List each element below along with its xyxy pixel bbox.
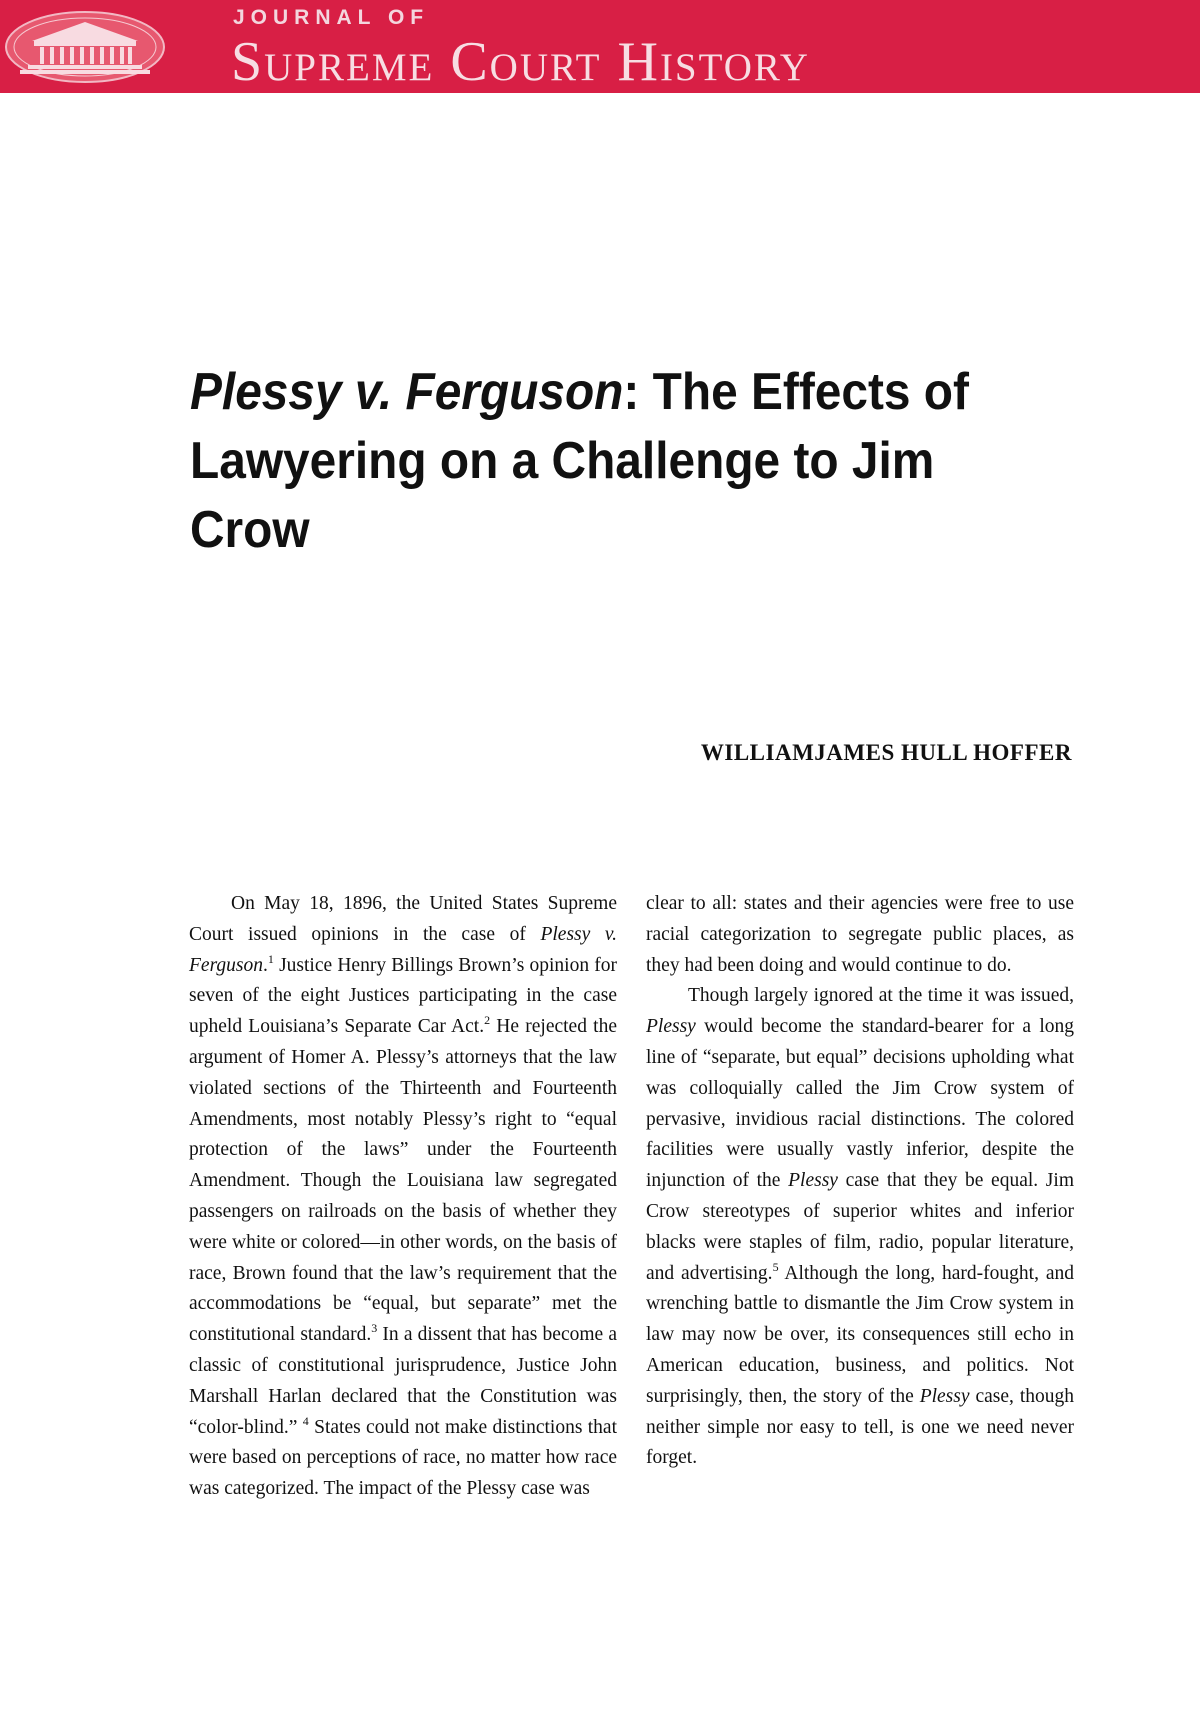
body-text: case that they be equal. Jim Crow stereotypes of superior whites and inferior blacks were staples of film, radio, popular literature, and advertising. bbox=[646, 1170, 1074, 1284]
footnote-ref-3: 3 bbox=[371, 1321, 378, 1336]
supreme-court-building-icon bbox=[4, 10, 166, 84]
journal-of-label: JOURNAL OF bbox=[233, 6, 430, 29]
paragraph-2 bbox=[646, 981, 1074, 1474]
case-name: Plessy v. Ferguson bbox=[189, 923, 617, 976]
paragraph-1-continued: clear to all: states and their agencies were free to use racial categorization to segregate public places, as they had been doing and would continue to do. bbox=[646, 893, 1074, 976]
body-text: Though largely ignored at the time it was issued, bbox=[688, 985, 1074, 1007]
body-text: In a dissent that has become a classic of constitutional jurisprudence, Justice John Marshall Harlan declared that the Constitution was “color-blind.” bbox=[189, 1324, 618, 1438]
article-title bbox=[190, 358, 1018, 565]
body-text: States could not make distinctions that were based on perceptions of race, no matter how race was categorized. The impact of the Plessy case was bbox=[189, 1416, 618, 1500]
paragraph-1: On May 18, 1896, the United States Supreme Court issued opinions in the case of Plessy v. Ferguson.$^1$ Justice Henry Billings Brown’s opinion for seven of the eight Justices participating in the case upheld Louisiana’s Separate Car Act.$^2$ He rejected the argument of Homer A. Plessy’s attorneys that the law violated sections of the Thirteenth and Fourteenth Amendments, most notably Plessy’s right to “equal protection of the laws” under the Fourteenth Amendment. Though the Louisiana law segregated passengers on railroads on the basis of whether they were white or colored—in other words, on the basis of race, Brown found that the law’s requirement that the accommodations be “equal, but separate” met the constitutional standard.$^3$ In a dissent that has become a classic of constitutional jurisprudence, Justice John Marshall Harlan declared that the Constitution was “color-blind.” $^4$ States could not make distinctions that were based on perceptions of race, no matter how race was categorized. The impact of the Plessy case was bbox=[189, 893, 618, 1500]
footnote-ref-2: 2 bbox=[484, 1013, 491, 1028]
article-author: WILLIAMJAMES HULL HOFFER bbox=[700, 740, 1072, 765]
body-text: Justice Henry Billings Brown’s opinion for seven of the eight Justices participating in the case upheld Louisiana’s Separate Car Act. bbox=[189, 954, 617, 1038]
footnote-ref-1: 1 bbox=[267, 951, 274, 966]
footnote-ref-4: 4 bbox=[302, 1413, 309, 1428]
body-text: He rejected the argument of Homer A. Plessy’s attorneys that the law violated sections of the Thirteenth and Fourteenth Amendments, most notably Plessy’s right to “equal protection of the laws” under the Fourteenth Amendment. Though the Louisiana law segregated passengers on railroads on the basis of whether they were white or colored—in other words, on the basis of race, Brown found that the law’s requirement that the accommodations be “equal, but separate” met the constitutional standard. bbox=[189, 1016, 617, 1346]
journal-name: Supreme Court History bbox=[231, 31, 810, 93]
title-case-name: Plessy v. Ferguson bbox=[190, 363, 624, 421]
body-column-right bbox=[646, 889, 1074, 1474]
title-subtitle: : The Effects of Lawyering on a Challenge to Jim Crow bbox=[190, 363, 969, 559]
case-name: Plessy bbox=[919, 1385, 970, 1407]
journal-header bbox=[0, 0, 1200, 93]
case-name: Plessy bbox=[788, 1170, 838, 1192]
body-text: case, though neither simple nor easy to tell, is one we need never forget. bbox=[646, 1385, 1074, 1469]
case-name: Plessy bbox=[646, 1016, 696, 1038]
footnote-ref-5: 5 bbox=[772, 1259, 779, 1274]
body-text: Although the long, hard-fought, and wrenching battle to dismantle the Jim Crow system in law may now be over, its consequences still echo in American education, business, and politics. Not surprisingly, then, the story of the bbox=[646, 1262, 1074, 1407]
body-text: On May 18, 1896, the United States Supreme Court issued opinions in the case of bbox=[189, 893, 617, 945]
body-column-left bbox=[189, 889, 617, 1505]
body-text: would become the standard-bearer for a long line of “separate, but equal” decisions upholding what was colloquially called the Jim Crow system of pervasive, invidious racial distinctions. The colored facilities were usually vastly inferior, despite the injunction of the bbox=[646, 1016, 1074, 1192]
